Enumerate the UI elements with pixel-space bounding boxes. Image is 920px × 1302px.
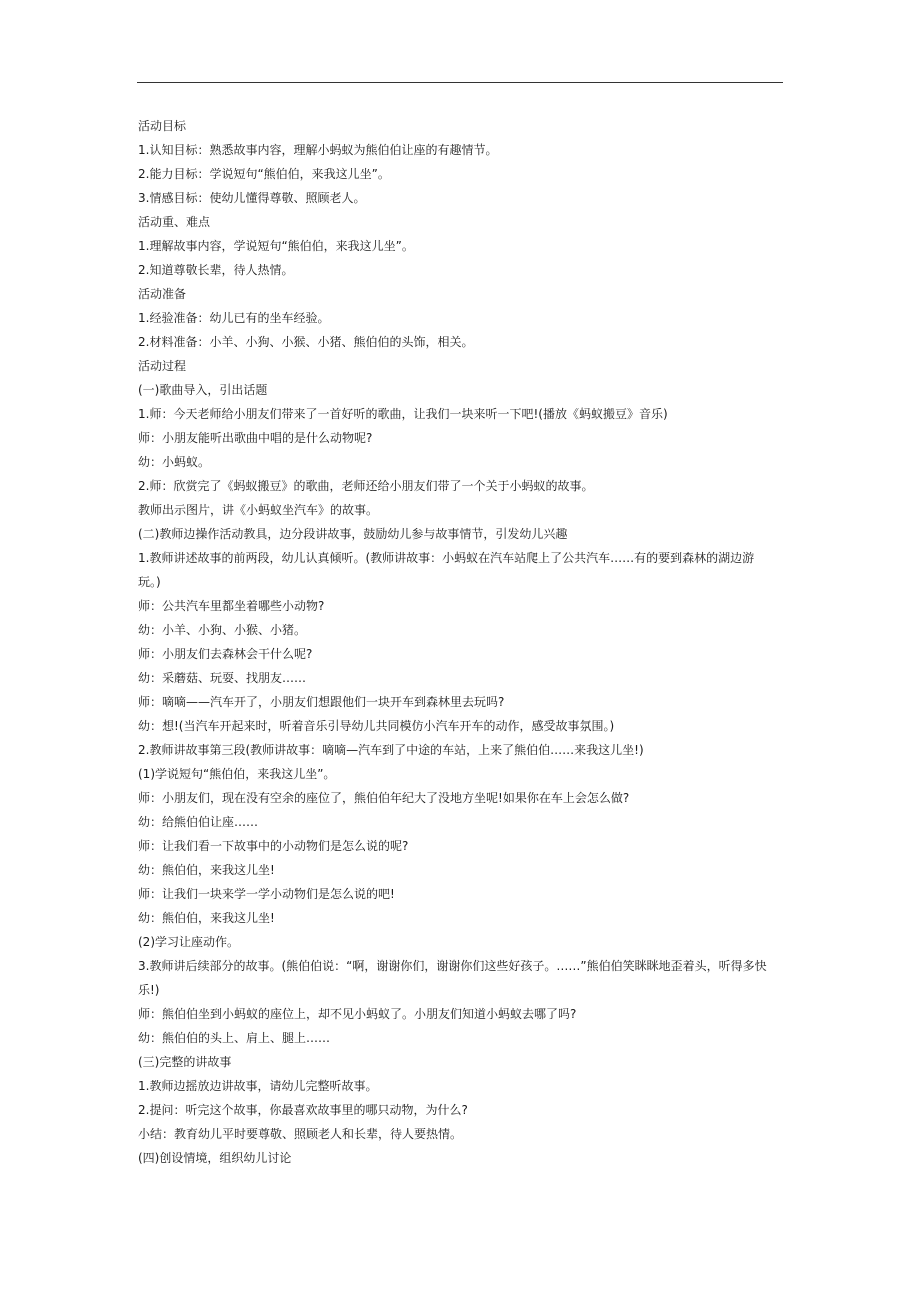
text-line: 玩。) [138,575,161,589]
text-line: 小结：教育幼儿平时要尊敬、照顾老人和长辈，待人要热情。 [138,1127,463,1141]
text-line: 幼：给熊伯伯让座…… [138,815,259,829]
text-line: 师：小朋友们，现在没有空余的座位了，熊伯伯年纪大了没地方坐呢!如果你在车上会怎么做? [138,791,630,805]
text-line: 1.理解故事内容，学说短句“熊伯伯，来我这儿坐”。 [138,239,414,253]
text-line: 幼：采蘑菇、玩耍、找朋友…… [138,671,307,685]
document-body [138,114,788,1170]
text-line: (1)学说短句“熊伯伯，来我这儿坐”。 [138,767,336,781]
text-line: 活动过程 [138,359,187,373]
text-line: (二)教师边操作活动教具，边分段讲故事，鼓励幼儿参与故事情节，引发幼儿兴趣 [138,527,568,541]
text-line: 1.教师边摇放边讲故事，请幼儿完整听故事。 [138,1079,378,1093]
text-line: 师：让我们一块来学一学小动物们是怎么说的吧! [138,887,395,901]
text-line: 教师出示图片，讲《小蚂蚁坐汽车》的故事。 [138,503,379,517]
text-line: 1.教师讲述故事的前两段，幼儿认真倾听。(教师讲故事：小蚂蚁在汽车站爬上了公共汽车……有的要到森林的湖边游 [138,551,755,565]
text-line: 乐!) [138,983,160,997]
text-line: 幼：熊伯伯，来我这儿坐! [138,911,275,925]
text-line: 2.材料准备：小羊、小狗、小猴、小猪、熊伯伯的头饰，相关。 [138,335,474,349]
text-line: 活动目标 [138,119,187,133]
text-line: 2.能力目标：学说短句“熊伯伯，来我这儿坐”。 [138,167,390,181]
text-line: 活动准备 [138,287,187,301]
text-line: 师：小朋友们去森林会干什么呢? [138,647,313,661]
text-line: 师：小朋友能听出歌曲中唱的是什么动物呢? [138,431,373,445]
text-line: (2)学习让座动作。 [138,935,239,949]
text-line: 2.师：欣赏完了《蚂蚁搬豆》的歌曲，老师还给小朋友们带了一个关于小蚂蚁的故事。 [138,479,594,493]
text-line: 幼：熊伯伯，来我这儿坐! [138,863,275,877]
text-line: (三)完整的讲故事 [138,1055,232,1069]
text-line: 幼：熊伯伯的头上、肩上、腿上…… [138,1031,331,1045]
text-line: 3.教师讲后续部分的故事。(熊伯伯说：“啊，谢谢你们，谢谢你们这些好孩子。……”熊伯伯笑眯眯地歪着头，听得多快 [138,959,767,973]
text-line: 1.师：今天老师给小朋友们带来了一首好听的歌曲，让我们一块来听一下吧!(播放《蚂蚁搬豆》音乐) [138,407,668,421]
text-line: 3.情感目标：使幼儿懂得尊敬、照顾老人。 [138,191,366,205]
text-line: 幼：想!(当汽车开起来时，听着音乐引导幼儿共同模仿小汽车开车的动作，感受故事氛围。) [138,719,615,733]
text-line: 2.知道尊敬长辈，待人热情。 [138,263,294,277]
text-line: 1.认知目标：熟悉故事内容，理解小蚂蚁为熊伯伯让座的有趣情节。 [138,143,498,157]
text-line: 幼：小羊、小狗、小猴、小猪。 [138,623,307,637]
text-line: 2.提问：听完这个故事，你最喜欢故事里的哪只动物，为什么? [138,1103,468,1117]
text-line: 师：让我们看一下故事中的小动物们是怎么说的呢? [138,839,409,853]
text-line: 师：公共汽车里都坐着哪些小动物? [138,599,325,613]
text-line: 活动重、难点 [138,215,211,229]
text-line: 师：熊伯伯坐到小蚂蚁的座位上，却不见小蚂蚁了。小朋友们知道小蚂蚁去哪了吗? [138,1007,577,1021]
text-line: (一)歌曲导入，引出话题 [138,383,268,397]
text-line: 幼：小蚂蚁。 [138,455,211,469]
header-rule [137,82,783,83]
text-line: 师：嘀嘀——汽车开了，小朋友们想跟他们一块开车到森林里去玩吗? [138,695,505,709]
text-line: 1.经验准备：幼儿已有的坐车经验。 [138,311,330,325]
text-line: (四)创设情境，组织幼儿讨论 [138,1151,292,1165]
text-line: 2.教师讲故事第三段(教师讲故事：嘀嘀—汽车到了中途的车站，上来了熊伯伯……来我这儿坐!) [138,743,644,757]
